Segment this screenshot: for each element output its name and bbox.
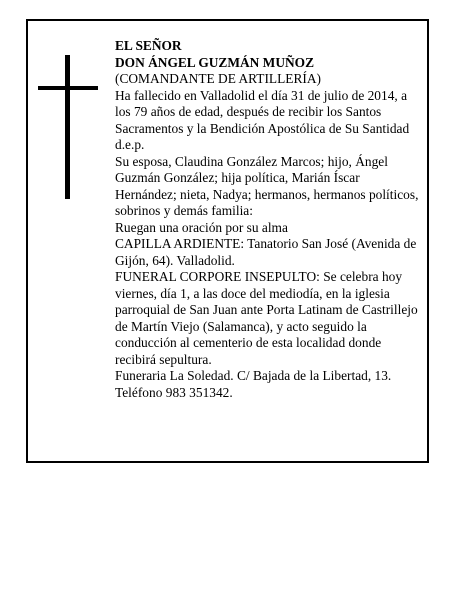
- prayer-request: Ruegan una oración por su alma: [115, 219, 288, 235]
- cross-icon: [38, 55, 102, 199]
- funeral-home-paragraph: Funeraria La Soledad. C/ Bajada de la Libertad, 13. Teléfono 983 351342.: [115, 368, 392, 400]
- death-paragraph: Ha fallecido en Valladolid el día 31 de julio de 2014, a los 79 años de edad, después de recibir los Santos Sacramentos y la Bendición Apostólica de Su Santidad: [115, 87, 410, 136]
- family-paragraph: Su esposa, Claudina González Marcos; hijo, Ángel Guzmán González; hija política, Marián Íscar Hernández; nieta, Nadya; hermanos, hermanos políticos, sobrinos y demás familia:: [115, 153, 419, 218]
- cross-vertical-bar: [65, 55, 70, 199]
- chapel-paragraph: CAPILLA ARDIENTE: Tanatorio San José (Avenida de Gijón, 64). Valladolid.: [115, 236, 417, 268]
- deceased-name: DON ÁNGEL GUZMÁN MUÑOZ: [115, 54, 315, 70]
- rip-line: d.e.p.: [115, 137, 145, 152]
- obituary-text: [115, 38, 423, 401]
- heading-line-1: EL SEÑOR: [115, 38, 182, 53]
- cross-horizontal-bar: [38, 86, 98, 90]
- deceased-rank: (COMANDANTE DE ARTILLERÍA): [115, 71, 321, 86]
- funeral-paragraph: FUNERAL CORPORE INSEPULTO: Se celebra hoy viernes, día 1, a las doce del mediodía, en la iglesia parroquial de San Juan ante Porta Latinam de Castrillejo de Martín Viejo (Salamanca), y acto seguido la conducción al cementerio de esta localidad donde recibirá sepultura.: [115, 269, 418, 367]
- obituary-notice: [26, 19, 429, 463]
